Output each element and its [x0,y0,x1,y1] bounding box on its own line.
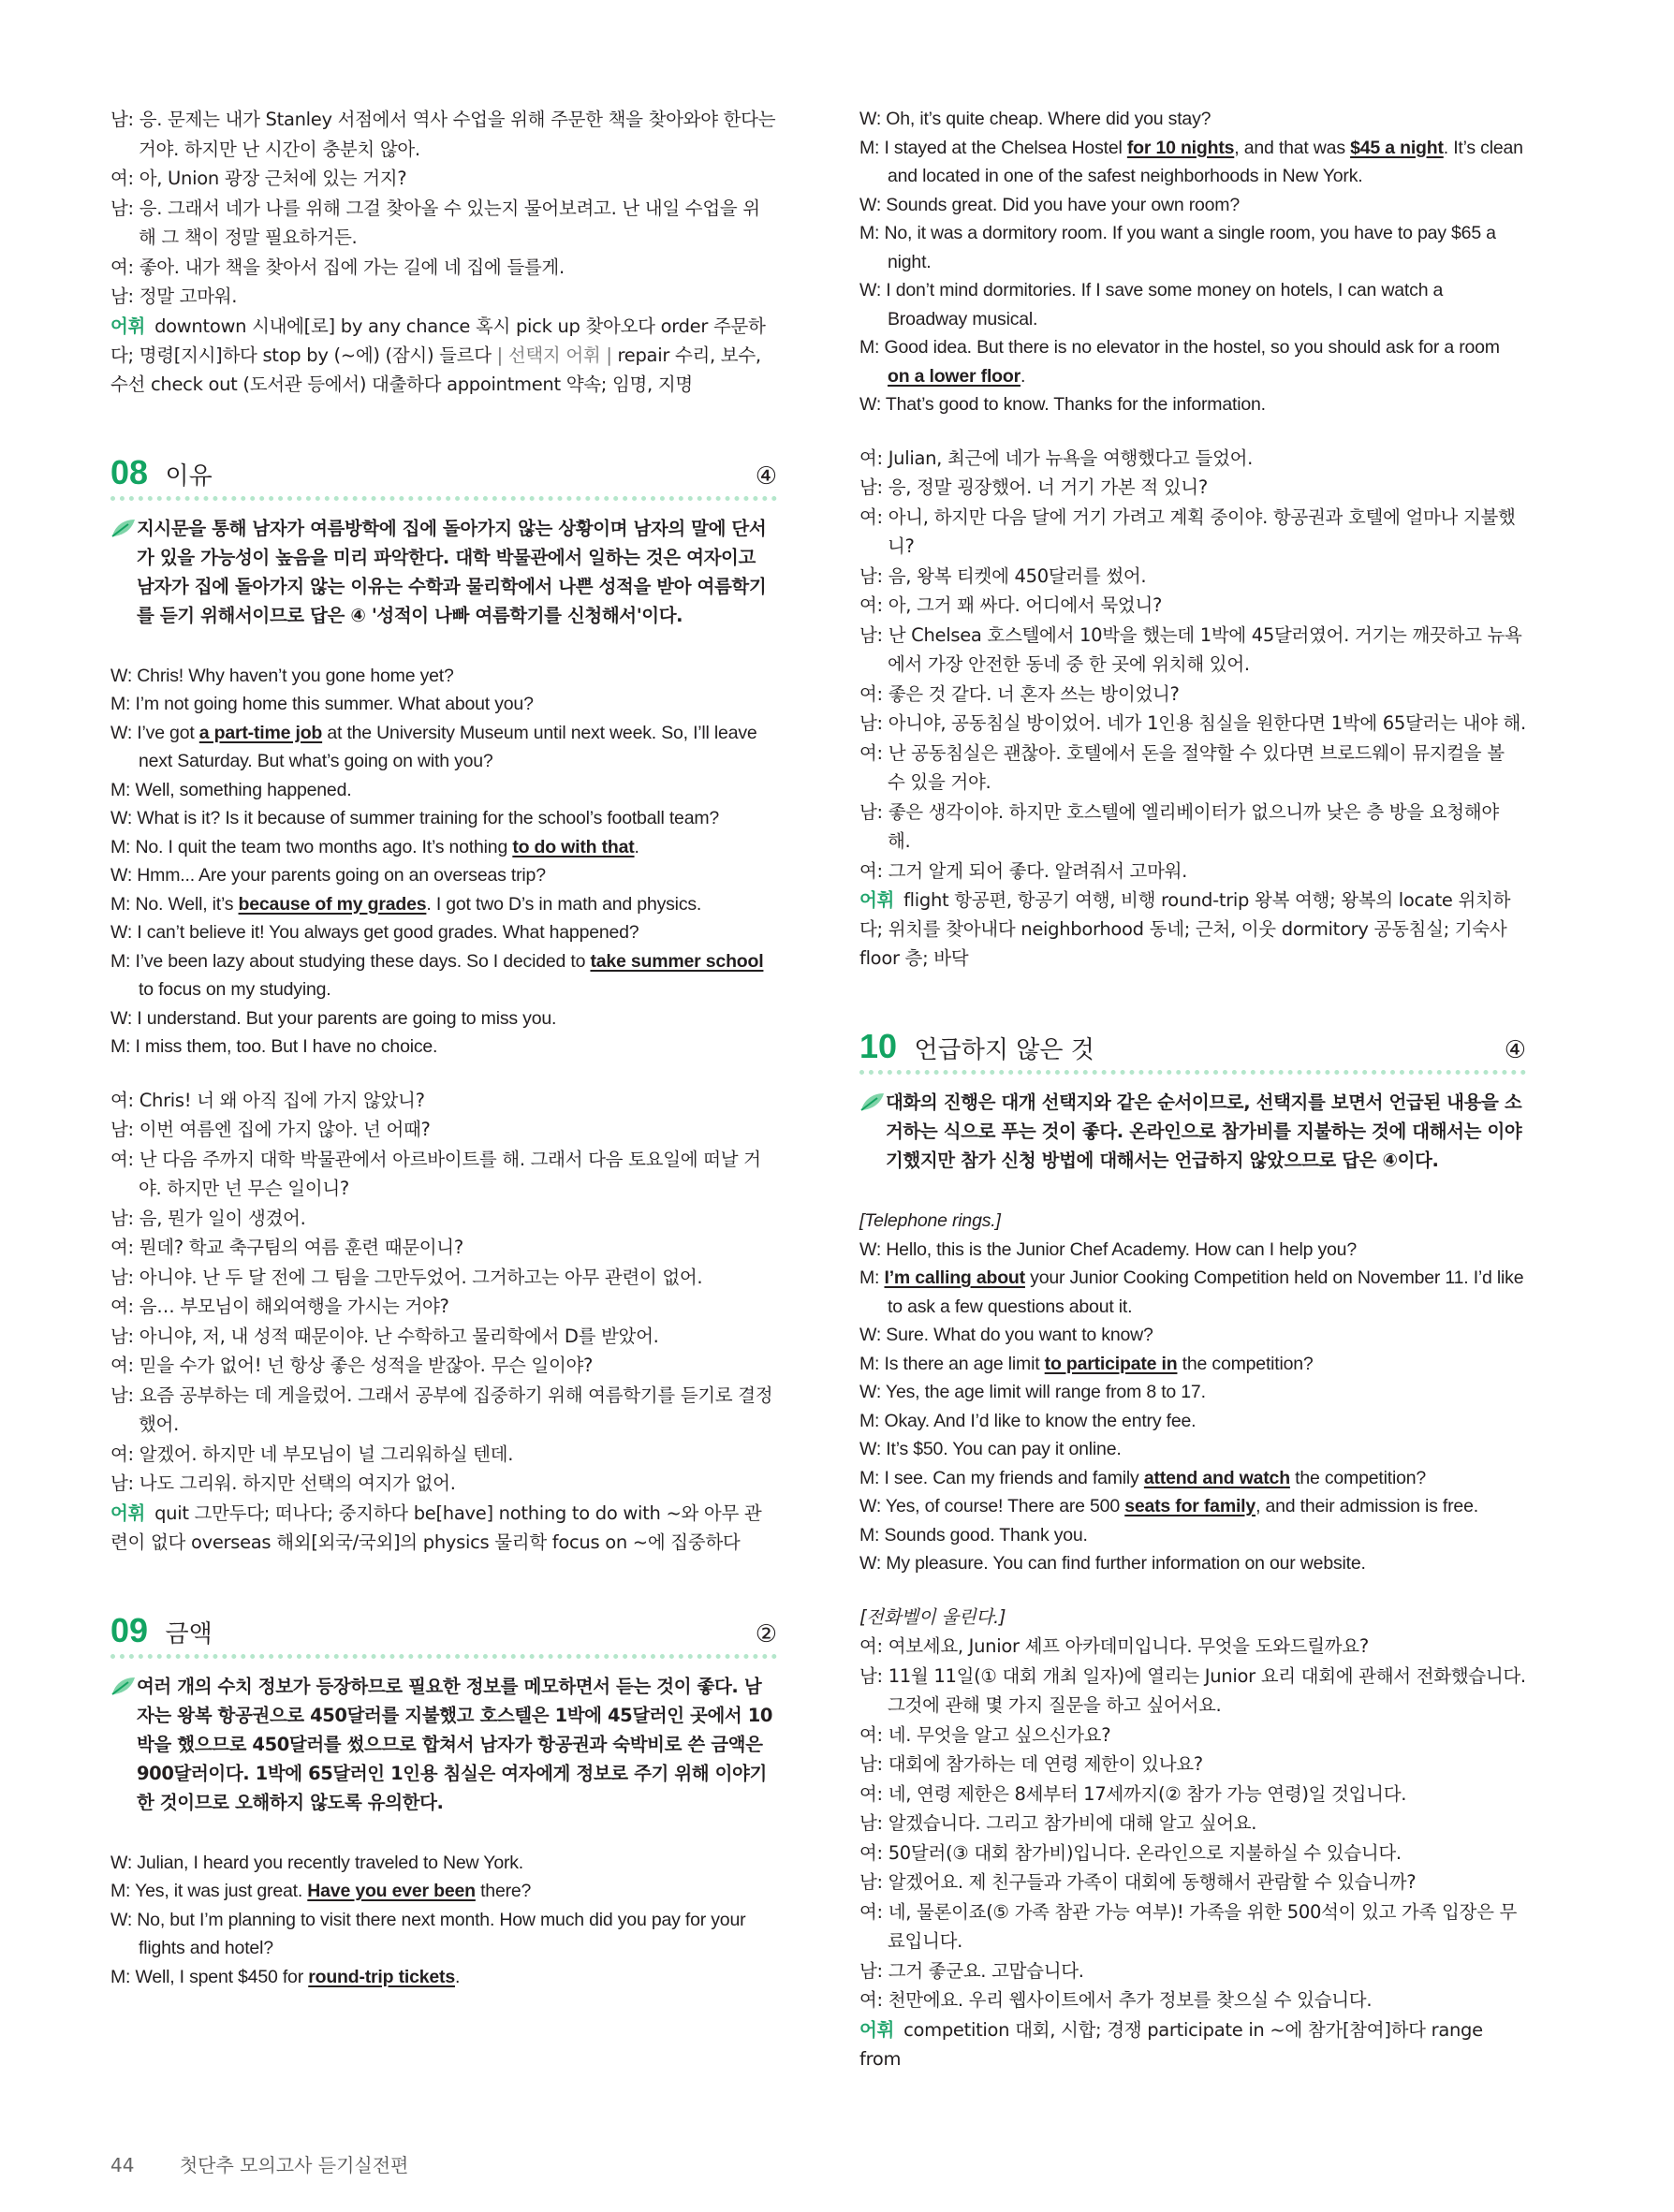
vocab-09 [859,886,1526,973]
translation-line: 남: 응. 문제는 내가 Stanley 서점에서 역사 수업을 위해 주문한 책을 찾아와야 한다는 거야. 하지만 난 시간이 충분치 않아. [110,109,776,160]
dialogue-line [110,1004,777,1033]
tip-text: 지시문을 통해 남자가 여름방학에 집에 돌아가지 않는 상황이며 남자의 말에 단서가 있을 가능성이 높음을 미리 파악한다. 대학 박물관에서 일하는 것은 여자이고 남자가 집에 돌아가지 않는 이유는 수학과 물리학에서 나쁜 성적을 받아 여름학기를 듣기 위해서이므로 답은 ④ '성적이 나빠 여름학기를 신청해서'이다. [137,517,767,626]
dialogue-line [110,1849,777,1878]
dialogue-line [110,690,777,719]
book-title: 첫단추 모의고사 듣기실전편 [179,2154,409,2176]
leaf-icon [110,1676,137,1696]
dialogue-en-09-part2 [859,105,1526,419]
translation-line: 여: 50달러(③ 대회 참가비)입니다. 온라인으로 지불하실 수 있습니다. [859,1841,1402,1864]
section-heading-10 [859,1027,1526,1075]
line-text: W: Oh, it’s quite cheap. Where did you stay? [859,109,1211,129]
key-phrase: to do with that [512,836,635,857]
line-text: W: Hello, this is the Junior Chef Academy. How can I help you? [859,1238,1357,1260]
section-title: 언급하지 않은 것 [914,1036,1094,1064]
dialogue-line [110,1877,777,1906]
section-number: 09 [110,1610,149,1649]
dialogue-en-08 [110,662,777,1062]
translation-line: 남: 대회에 참가하는 데 연령 제한이 있나요? [859,1753,1203,1775]
line-text: . [454,1966,461,1987]
dialogue-line [110,947,777,1004]
dialogue-line [859,219,1526,276]
dialogue-line [859,1378,1526,1407]
translation-line: 여: 아니, 하지만 다음 달에 거기 가려고 계획 중이야. 항공권과 호텔에 얼마나 지불했니? [859,505,1516,557]
line-text: , and their admission is free. [1256,1496,1478,1516]
dialogue-line [110,804,777,833]
left-column [110,105,777,1991]
answer-mark: ④ [755,461,777,490]
line-text: W: No, but I’m planning to visit there next month. How much did you pay for your flights and hotel? [110,1909,746,1958]
line-text: M: I see. Can my friends and family [859,1467,1144,1488]
vocab-10 [859,2015,1526,2073]
translation-line: 남: 응. 그래서 네가 나를 위해 그걸 찾아올 수 있는지 물어보려고. 난 내일 수업을 위해 그 책이 정말 필요하거든. [110,197,760,248]
section-title: 금액 [165,1619,213,1648]
key-phrase: for 10 nights [1126,137,1235,158]
line-text: W: What is it? Is it because of summer training for the school’s football team? [110,808,720,828]
section-number: 10 [859,1027,898,1065]
translation-line: 남: 알겠어요. 제 친구들과 가족이 대회에 동행해서 관람할 수 있습니까? [859,1871,1417,1893]
vocab-text: quit 그만두다; 떠나다; 중지하다 be[have] nothing to do with ~와 아무 관련이 없다 overseas 해외[외국/국외]의 physics 물리학 focus on ~에 집중하다 [110,1502,762,1553]
line-text: W: Sure. What do you want to know? [859,1325,1153,1345]
dialogue-line [859,134,1526,191]
translation-line: 남: 그거 좋군요. 고맙습니다. [859,1959,1084,1982]
translation-line: 남: 알겠습니다. 그리고 참가비에 대해 알고 싶어요. [859,1812,1257,1834]
translation-line: 남: 요즘 공부하는 데 게을렀어. 그래서 공부에 집중하기 위해 여름학기를 듣기로 결정했어. [110,1384,773,1435]
dialogue-line [859,1321,1526,1350]
line-text: , and that was [1234,137,1351,158]
translation-line: 남: 음, 왕복 티켓에 450달러를 썼어. [859,564,1147,587]
dialogue-line [110,890,777,919]
vocab-tag: 어휘 [859,889,895,911]
line-text: . It’s clean and located in one of the safest neighborhoods in New York. [888,137,1523,186]
answer-mark: ④ [1504,1035,1526,1063]
line-text: M: I miss them, too. But I have no choice. [110,1036,438,1057]
line-text: M: Well, something happened. [110,779,352,800]
line-text: W: I understand. But your parents are going to miss you. [110,1007,557,1029]
dialogue-line [110,1033,777,1062]
translation-line: 여: 네, 연령 제한은 8세부터 17세까지(② 참가 가능 연령)일 것입니다. [859,1782,1407,1805]
vocab-07 [110,312,777,399]
line-text: W: Sounds great. Did you have your own room? [859,194,1240,215]
vocab-tag: 어휘 [110,1502,146,1524]
translation-line: 여: 여보세요, Junior 셰프 아카데미입니다. 무엇을 도와드릴까요? [859,1635,1369,1657]
translation-line: 남: 응, 정말 굉장했어. 너 거기 가본 적 있니? [859,476,1208,498]
dialogue-line [110,776,777,805]
line-text: M: Yes, it was just great. [110,1881,308,1901]
translation-line: 남: 음, 뭔가 일이 생겼어. [110,1207,306,1229]
vocab-08 [110,1499,777,1557]
dialogue-line [110,861,777,890]
line-text: W: It’s $50. You can pay it online. [859,1439,1122,1459]
translation-line: 여: 난 공동침실은 괜찮아. 호텔에서 돈을 절약할 수 있다면 브로드웨이 뮤지컬을 볼 수 있을 거야. [859,741,1505,793]
line-text: M: No, it was a dormitory room. If you want a single room, you have to pay $65 a night. [859,223,1496,272]
translation-line: 남: 좋은 생각이야. 하지만 호스텔에 엘리베이터가 없으니까 낮은 층 방을 요청해야 해. [859,800,1499,852]
line-text: . I got two D’s in math and physics. [426,893,702,915]
solution-tip-10 [859,1088,1526,1175]
line-text: W: I’ve got [110,722,199,743]
leaf-icon [859,1091,886,1112]
line-text: . [1020,365,1026,387]
dialogue-line [110,719,777,776]
line-text: W: Hmm... Are your parents going on an overseas trip? [110,865,546,886]
solution-tip-09 [110,1672,777,1817]
section-number: 08 [110,452,149,491]
dialogue-ko-10 [859,1632,1526,2015]
line-text: W: I don’t mind dormitories. If I save some money on hotels, I can watch a Broadway musical. [859,280,1444,330]
line-text: M: Sounds good. Thank you. [859,1524,1088,1545]
key-phrase: I’m calling about [884,1267,1025,1288]
dialogue-line [859,191,1526,220]
vocab-text: repair 수리, 보수, 수선 check out (도서관 등에서) 대출하다 appointment 약속; 임명, 지명 [110,344,761,395]
tip-text: 여러 개의 수치 정보가 등장하므로 필요한 정보를 메모하면서 듣는 것이 좋다. 남자는 왕복 항공권으로 450달러를 지불했고 호스텔은 1박에 45달러인 곳에서 10박을 했으므로 450달러를 썼으므로 합쳐서 남자가 항공권과 숙박비로 쓴 금액은 900달러이다. 1박에 65달러인 1인용 침실은 여자에게 정보로 주기 위해 이야기한 것이므로 오해하지 않도록 유의한다. [137,1675,773,1813]
line-text: W: Chris! Why haven’t you gone home yet? [110,665,454,686]
vocab-tag: 어휘 [859,2018,895,2041]
key-phrase: seats for family [1124,1496,1256,1516]
translation-line: 여: 네. 무엇을 알고 싶으신가요? [859,1723,1111,1746]
dialogue-line [110,662,777,691]
translation-line: 남: 나도 그리워. 하지만 선택의 여지가 없어. [110,1472,456,1494]
translation-line: 여: 믿을 수가 없어! 넌 항상 좋은 성적을 받잖아. 무슨 일이야? [110,1355,594,1376]
dialogue-line [859,1435,1526,1464]
translation-line: 여: Julian, 최근에 네가 뉴욕을 여행했다고 들었어. [859,447,1254,469]
line-text: your Junior Cooking Competition held on November 11. I’d like to ask a few questions about it. [888,1267,1524,1317]
page-number: 44 [110,2154,135,2176]
key-phrase: a part-time job [198,722,323,743]
line-text: M: Well, I spent $450 for [110,1966,309,1987]
line-text: W: That’s good to know. Thanks for the information. [859,394,1266,415]
solution-tip-08 [110,514,777,630]
vocab-text: flight 항공편, 항공기 여행, 비행 round-trip 왕복 여행; 왕복의 locate 위치하다; 위치를 찾아내다 neighborhood 동네; 근처, 이웃 dormitory 공동침실; 기숙사 floor 층; 바닥 [859,889,1511,969]
translation-line: 여: 그거 알게 되어 좋다. 알려줘서 고마워. [859,859,1188,882]
line-text: M: [859,1267,885,1288]
dialogue-ko-07 [110,105,777,312]
translation-line: 남: 아니야, 공동침실 방이었어. 네가 1인용 침실을 원한다면 1박에 65달러는 내야 해. [859,712,1526,734]
line-text: M: No. Well, it’s [110,893,239,915]
translation-line: 남: 정말 고마워. [110,286,238,307]
dialogue-line [110,833,777,862]
translation-line: 남: 11월 11일(① 대회 개최 일자)에 열리는 Junior 요리 대회에 관해서 전화했습니다. 그것에 관해 몇 가지 질문을 하고 싶어서요. [859,1664,1526,1716]
translation-line: 여: 뭔데? 학교 축구팀의 여름 훈련 때문이니? [110,1237,463,1258]
translation-line: 남: 아니야, 저, 내 성적 때문이야. 난 수학하고 물리학에서 D를 받았어. [110,1325,659,1347]
dialogue-line [110,1906,777,1963]
key-phrase: $45 a night [1350,137,1444,158]
line-text: W: Julian, I heard you recently traveled to New York. [110,1852,524,1873]
line-text: the competition? [1177,1353,1314,1374]
tip-text: 대화의 진행은 대개 선택지와 같은 순서이므로, 선택지를 보면서 언급된 내용을 소거하는 식으로 푸는 것이 좋다. 온라인으로 참가비를 지불하는 것에 대해서는 이야기했지만 참가 신청 방법에 대해서는 언급하지 않았으므로 답은 ④이다. [886,1091,1522,1171]
page-footer [110,2150,408,2177]
section-heading-08 [110,453,777,501]
dialogue-line [859,1521,1526,1550]
dialogue-line [859,1464,1526,1493]
translation-line: 여: 아, Union 광장 근처에 있는 거지? [110,168,407,189]
dialogue-line [859,1549,1526,1578]
dialogue-line [110,1963,777,1992]
dialogue-ko-09 [859,444,1526,886]
dialogue-en-09-part1 [110,1849,777,1992]
key-phrase: to participate in [1044,1353,1178,1374]
dialogue-line [859,276,1526,333]
line-text: the competition? [1289,1467,1427,1488]
translation-line: 여: 좋은 것 같다. 너 혼자 쓰는 방이었니? [859,682,1180,705]
dialogue-en-10 [859,1236,1526,1578]
vocab-text: downtown 시내에[로] by any chance 혹시 pick up 찾아오다 order 주문하다; 명령[지시]하다 stop by (~에) (잠시) 들르다 [110,315,766,366]
line-text: M: No. I quit the team two months ago. It’s nothing [110,836,513,857]
line-text: W: Yes, the age limit will range from 8 to 17. [859,1382,1206,1402]
line-text: M: I’ve been lazy about studying these days. So I decided to [110,950,591,972]
key-phrase: take summer school [590,950,764,972]
key-phrase: because of my grades [238,893,427,915]
dialogue-line [859,105,1526,134]
dialogue-line [859,1264,1526,1321]
dialogue-line [110,918,777,947]
vocab-tag: 어휘 [110,315,146,337]
dialogue-line [859,1407,1526,1436]
translation-line: 여: 난 다음 주까지 대학 박물관에서 아르바이트를 해. 그래서 다음 토요일에 떠날 거야. 하지만 넌 무슨 일이니? [110,1148,761,1199]
translation-line: 여: 알겠어. 하지만 네 부모님이 널 그리워하실 텐데. [110,1443,514,1465]
line-text: M: Is there an age limit [859,1353,1045,1374]
stage-direction: [전화벨이 울린다.] [859,1605,1006,1628]
line-text: M: Good idea. But there is no elevator in the hostel, so you should ask for a room [859,337,1500,358]
line-text: to focus on my studying. [139,979,331,1000]
choice-vocab-tag: | 선택지 어휘 | [496,344,612,366]
right-column [859,105,1526,2073]
leaf-icon [110,518,137,538]
section-heading-09 [110,1611,777,1659]
line-text: W: Yes, of course! There are 500 [859,1496,1125,1516]
translation-line: 여: 천만에요. 우리 웹사이트에서 추가 정보를 찾으실 수 있습니다. [859,1989,1373,2011]
line-text: there? [475,1881,532,1901]
line-text: W: My pleasure. You can find further information on our website. [859,1553,1366,1574]
key-phrase: attend and watch [1143,1467,1290,1488]
answer-mark: ② [755,1619,777,1648]
translation-line: 여: 아, 그거 꽤 싸다. 어디에서 묵었니? [859,594,1163,616]
key-phrase: Have you ever been [307,1881,476,1901]
translation-line: 남: 이번 여름엔 집에 가지 않아. 넌 어때? [110,1119,431,1140]
dialogue-line [859,333,1526,390]
dialogue-line [859,390,1526,419]
key-phrase: on a lower floor [888,365,1021,387]
section-title: 이유 [165,461,213,491]
translation-line: 여: Chris! 너 왜 아직 집에 가지 않았니? [110,1089,425,1111]
dialogue-line [859,1350,1526,1379]
translation-line: 남: 아니야. 난 두 달 전에 그 팀을 그만두었어. 그거하고는 아무 관련이 없어. [110,1266,703,1288]
translation-line: 여: 음… 부모님이 해외여행을 가시는 거야? [110,1296,449,1317]
line-text: . [634,836,639,857]
translation-line: 남: 난 Chelsea 호스텔에서 10박을 했는데 1박에 45달러였어. 거기는 깨끗하고 뉴욕에서 가장 안전한 동네 중 한 곳에 위치해 있어. [859,623,1522,675]
line-text: W: I can’t believe it! You always get good grades. What happened? [110,922,639,943]
key-phrase: round-trip tickets [308,1966,455,1987]
dialogue-line [859,1492,1526,1521]
dialogue-line [859,1236,1526,1265]
line-text: M: I stayed at the Chelsea Hostel [859,137,1127,158]
vocab-text: competition 대회, 시합; 경쟁 participate in ~에 참가[참여]하다 range from [859,2018,1483,2070]
line-text: M: Okay. And I’d like to know the entry fee. [859,1410,1197,1431]
translation-line: 여: 네, 물론이죠(⑤ 가족 참관 가능 여부)! 가족을 위한 500석이 있고 가족 입장은 무료입니다. [859,1900,1518,1952]
dialogue-ko-08 [110,1086,777,1499]
translation-line: 여: 좋아. 내가 책을 찾아서 집에 가는 길에 네 집에 들를게. [110,256,565,278]
stage-direction: [Telephone rings.] [859,1210,1001,1231]
line-text: at the University Museum until next week. So, I’ll leave next Saturday. But what’s going on with you? [139,722,757,771]
line-text: M: I’m not going home this summer. What about you? [110,694,534,714]
